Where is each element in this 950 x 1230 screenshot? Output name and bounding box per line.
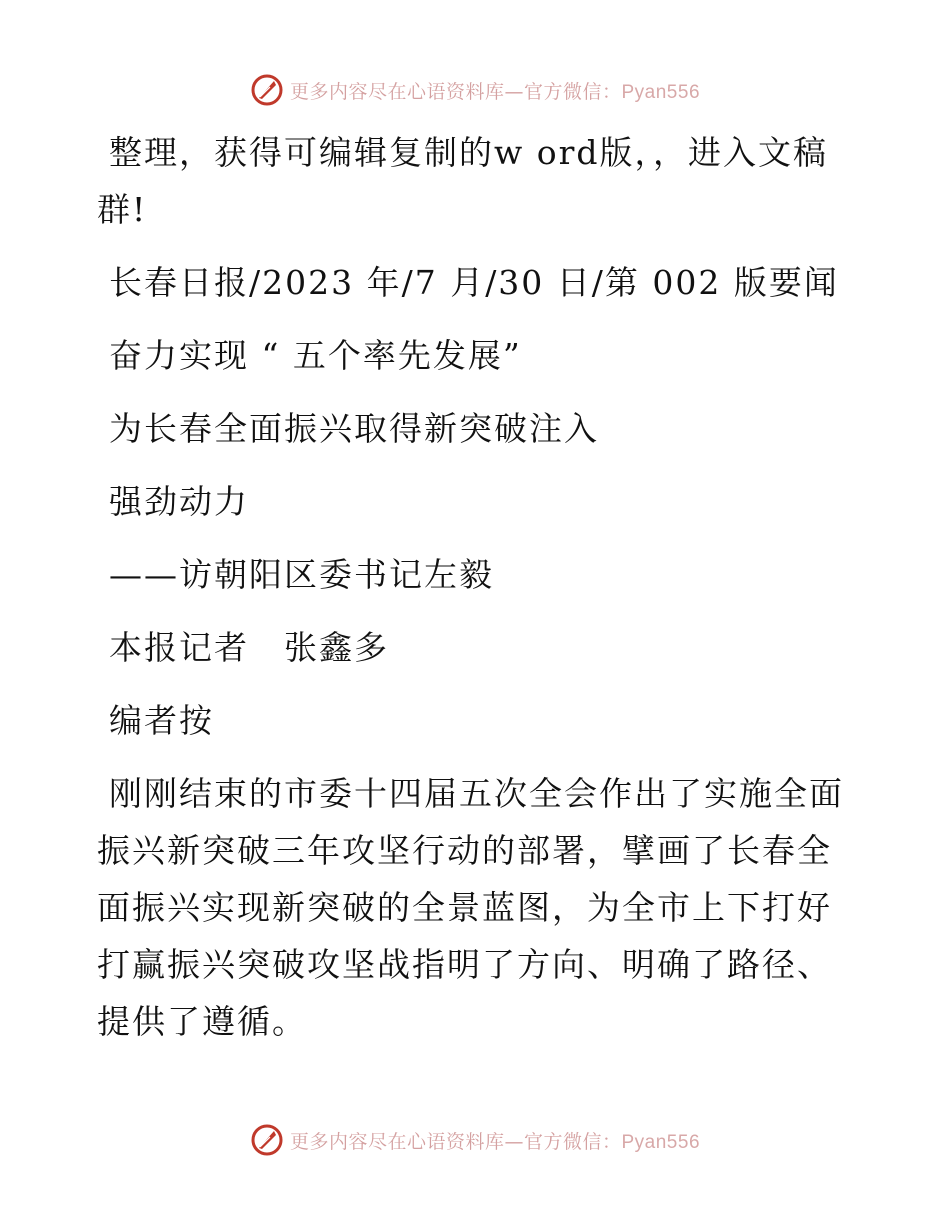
watermark-wechat-id: Pyan556 (621, 1131, 701, 1153)
header-watermark (0, 70, 950, 110)
byline: 本报记者 张鑫多 (109, 628, 389, 667)
watermark-wechat-label: 官方微信： (523, 1130, 622, 1153)
watermark-text (290, 77, 700, 104)
watermark-separator: — (504, 1130, 524, 1153)
headline-part-2: 为长春全面振兴取得新突破注入 (109, 409, 599, 448)
watermark-text (290, 1127, 700, 1154)
watermark-wechat-id: Pyan556 (621, 81, 701, 103)
editor-note-heading: 编者按 (109, 701, 214, 740)
watermark-wechat-label: 官方微信： (523, 80, 622, 103)
watermark-title: 更多内容尽在心语资料库 (289, 80, 505, 103)
feather-circle-logo-icon (250, 73, 284, 107)
subtitle: ——访朝阳区委书记左毅 (109, 555, 494, 594)
footer-watermark (0, 1120, 950, 1160)
publication-line: 长春日报/2023 年/7 月/30 日/第 002 版要闻 (109, 263, 839, 302)
headline-part-3: 强劲动力 (109, 482, 249, 521)
intro-note: 整理，获得可编辑复制的w ord版，，进入文稿群! (97, 133, 829, 229)
feather-circle-logo-icon (250, 1123, 284, 1157)
document-body (97, 124, 857, 1066)
headline-part-1: 奋力实现 “ 五个率先发展” (109, 336, 522, 375)
editor-note-body: 刚刚结束的市委十四届五次全会作出了实施全面振兴新突破三年攻坚行动的部署，擘画了长春全面振兴实现新突破的全景蓝图，为全市上下打好打赢振兴突破攻坚战指明了方向、明确了路径、提供了遵循。 (97, 774, 844, 1041)
watermark-separator: — (504, 80, 524, 103)
watermark-title: 更多内容尽在心语资料库 (289, 1130, 505, 1153)
